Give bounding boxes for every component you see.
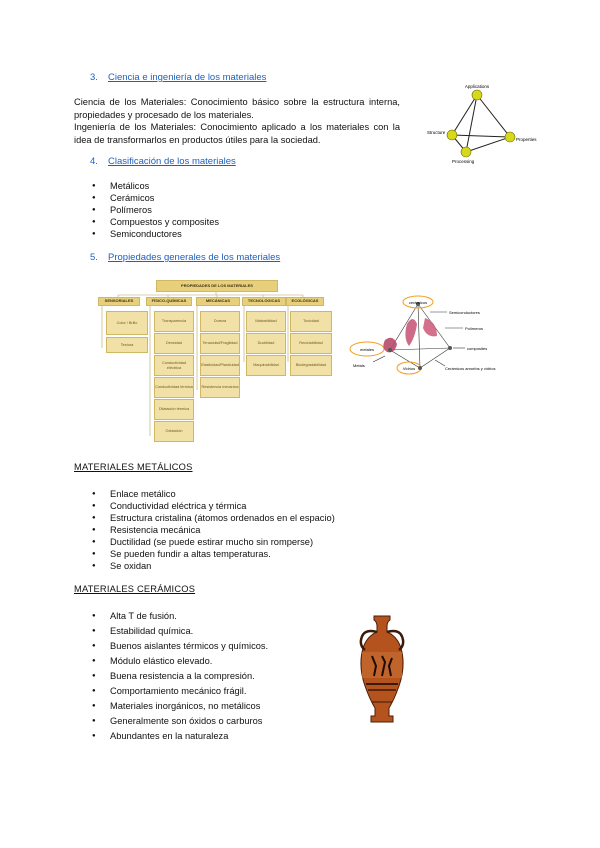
definition-science: Ciencia de los Materiales: Conocimiento básico sobre la estructura interna, propiedades y procesado de los materiales.: [74, 97, 400, 120]
chart-item: Elasticidad/Plasticidad: [200, 355, 240, 376]
list-item: ● Alta T de fusión.: [92, 609, 268, 624]
chart-item: Ductilidad: [246, 333, 286, 354]
definition-engineering: Ingeniería de los Materiales: Conocimiento aplicado a los materiales con la idea de transformarlos en productos útiles para la sociedad.: [74, 122, 400, 145]
diagram-label: Metals: [353, 363, 365, 368]
diagram-label: Polímeros: [465, 326, 484, 331]
definitions-paragraph: [74, 96, 400, 146]
metales-title: MATERIALES METÁLICOS: [74, 462, 193, 472]
label-structure: Structure: [427, 130, 446, 135]
diagram-label: Cerámicos amorfos y vidrios: [445, 366, 496, 371]
ceramicos-list: [92, 609, 268, 744]
chart-item: Textura: [106, 337, 148, 353]
label-processing: Processing: [452, 159, 475, 164]
chart-header-sensoriales: SENSORIALES: [98, 297, 140, 306]
diagram-label: cerámicos: [408, 300, 428, 305]
node-applications: [472, 90, 482, 100]
node-properties: [505, 132, 515, 142]
label-applications: Applications: [464, 84, 490, 89]
ceramicos-title: MATERIALES CERÁMICOS: [74, 584, 196, 594]
list-item: ● Polímeros: [92, 204, 219, 216]
materials-classification-diagram: [345, 290, 505, 382]
chart-root: PROPIEDADES DE LOS MATERIALES: [156, 280, 278, 292]
node-structure: [447, 130, 457, 140]
section-5-number: 5.: [90, 252, 98, 263]
list-item: ● Conductividad eléctrica y térmica: [92, 500, 335, 512]
section-4-heading: [90, 156, 236, 167]
label-properties: Properties: [516, 137, 537, 142]
chart-item: Maleabilidad: [246, 311, 286, 332]
classification-list: [92, 180, 219, 240]
chart-item: Conductividad térmica: [154, 377, 194, 398]
section-5-heading: [90, 252, 280, 263]
list-item: ● Generalmente son óxidos o carburos: [92, 714, 268, 729]
chart-item: Biodegradabilidad: [290, 355, 332, 376]
list-item: ● Se pueden fundir a altas temperaturas.: [92, 548, 335, 560]
chart-item: Transparencia: [154, 311, 194, 332]
diagram-label: Semiconductores: [449, 310, 480, 315]
amphora-image: [352, 612, 412, 728]
properties-chart: [96, 278, 336, 446]
list-item: ● Buena resistencia a la compresión.: [92, 669, 268, 684]
list-item: ● Comportamiento mecánico frágil.: [92, 684, 268, 699]
chart-item: Dilatación térmica: [154, 399, 194, 420]
section-4-number: 4.: [90, 156, 98, 167]
chart-item: Oxidación: [154, 421, 194, 442]
chart-item: Resistencia mecánica: [200, 377, 240, 398]
chart-item: Densidad: [154, 333, 194, 354]
list-item: ● Estabilidad química.: [92, 624, 268, 639]
materials-tetrahedron-diagram: [412, 80, 542, 170]
chart-header-ecologicas: ECOLÓGICAS: [286, 297, 324, 306]
section-3-heading: [90, 72, 266, 83]
chart-item: Tenacidad/Fragilidad: [200, 333, 240, 354]
list-item: ● Buenos aislantes térmicos y químicos.: [92, 639, 268, 654]
chart-item: Maquinabilidad: [246, 355, 286, 376]
list-item: ● Estructura cristalina (átomos ordenados en el espacio): [92, 512, 335, 524]
diagram-label: composites: [467, 346, 488, 351]
chart-item: Toxicidad: [290, 311, 332, 332]
chart-item: Dureza: [200, 311, 240, 332]
chart-item: Conductividad eléctrica: [154, 355, 194, 376]
list-item: ● Abundantes en la naturaleza: [92, 729, 268, 744]
list-item: ● Compuestos y composites: [92, 216, 219, 228]
list-item: ● Semiconductores: [92, 228, 219, 240]
metales-list: [92, 488, 335, 572]
chart-header-tecnologicas: TECNOLÓGICAS: [242, 297, 286, 306]
list-item: ● Enlace metálico: [92, 488, 335, 500]
node-processing: [461, 147, 471, 157]
section-3-link[interactable]: Ciencia e ingeniería de los materiales: [108, 72, 267, 83]
chart-item: Reciclabilidad: [290, 333, 332, 354]
section-5-link[interactable]: Propiedades generales de los materiales: [108, 252, 281, 263]
list-item: ● Resistencia mecánica: [92, 524, 335, 536]
section-3-number: 3.: [90, 72, 98, 83]
section-4-link[interactable]: Clasificación de los materiales: [108, 156, 236, 167]
chart-item: Color / Brillo: [106, 311, 148, 335]
diagram-label: metales: [359, 347, 375, 352]
list-item: ● Metálicos: [92, 180, 219, 192]
chart-header-mecanicas: MECÁNICAS: [196, 297, 240, 306]
list-item: ● Módulo elástico elevado.: [92, 654, 268, 669]
list-item: ● Ductilidad (se puede estirar mucho sin romperse): [92, 536, 335, 548]
diagram-label: Vidrios: [402, 366, 416, 371]
chart-header-fisico-quimicas: FÍSICO-QUÍMICAS: [146, 297, 192, 306]
list-item: ● Cerámicos: [92, 192, 219, 204]
list-item: ● Materiales inorgánicos, no metálicos: [92, 699, 268, 714]
list-item: ● Se oxidan: [92, 560, 335, 572]
